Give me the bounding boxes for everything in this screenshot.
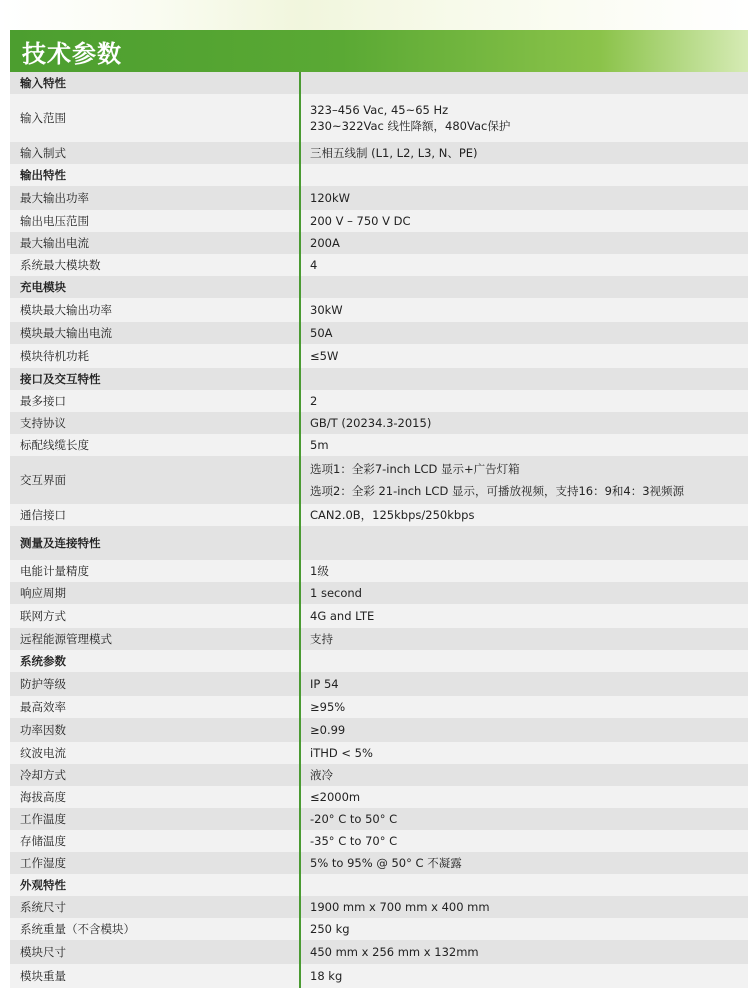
decorative-header: [0, 0, 754, 30]
section-title: 系统参数: [20, 654, 66, 668]
spec-label: 标配线缆长度: [20, 438, 89, 452]
spec-value: 5m: [310, 438, 329, 452]
spec-label: 防护等级: [20, 677, 66, 691]
spec-label: 远程能源管理模式: [20, 632, 112, 646]
spec-value-cell: [299, 628, 748, 650]
spec-value: 4: [310, 258, 318, 272]
spec-value: -20° C to 50° C: [310, 812, 398, 826]
spec-label: 纹波电流: [20, 746, 66, 760]
spec-label: 最大输出功率: [20, 191, 89, 205]
spec-value: 30kW: [310, 303, 343, 317]
section-title: 外观特性: [20, 878, 66, 892]
table-row: [10, 210, 748, 232]
spec-label: 系统重量（不含模块）: [20, 922, 135, 936]
table-row: [10, 254, 748, 276]
spec-label: 支持协议: [20, 416, 66, 430]
spec-label: 最多接口: [20, 394, 66, 408]
spec-value-cell: [299, 390, 748, 412]
spec-value-cell: [299, 276, 748, 298]
spec-label: 工作温度: [20, 812, 66, 826]
spec-value: 1900 mm x 700 mm x 400 mm: [310, 900, 490, 914]
spec-value-cell: [299, 940, 748, 964]
spec-value: CAN2.0B，125kbps/250kbps: [310, 508, 475, 522]
table-row: [10, 808, 748, 830]
spec-value-cell: [299, 94, 748, 142]
spec-value-cell: [299, 830, 748, 852]
spec-value: 三相五线制 (L1, L2, L3, N、PE): [310, 146, 478, 160]
table-row: [10, 742, 748, 764]
spec-value-cell: [299, 142, 748, 164]
spec-value-cell: [299, 72, 748, 94]
spec-value: 1 second: [310, 586, 362, 600]
spec-value: 选项1：全彩7-inch LCD 显示+广告灯箱: [310, 462, 520, 476]
spec-label: 最高效率: [20, 700, 66, 714]
table-row: [10, 94, 748, 142]
section-header-row: [10, 72, 748, 94]
spec-value: IP 54: [310, 677, 339, 691]
table-row: [10, 672, 748, 696]
spec-value-cell: [299, 254, 748, 276]
table-row: [10, 504, 748, 526]
spec-label: 通信接口: [20, 508, 66, 522]
spec-value-cell: [299, 456, 748, 504]
spec-value-cell: [299, 298, 748, 322]
table-row: [10, 186, 748, 210]
spec-label: 输入范围: [20, 111, 66, 125]
table-row: [10, 434, 748, 456]
table-row: [10, 604, 748, 628]
spec-value: 5% to 95% @ 50° C 不凝露: [310, 856, 462, 870]
spec-label: 海拔高度: [20, 790, 66, 804]
spec-value-cell: [299, 786, 748, 808]
table-row: [10, 918, 748, 940]
spec-value: ≤5W: [310, 349, 339, 363]
spec-label: 模块最大输出电流: [20, 326, 112, 340]
table-row: [10, 786, 748, 808]
spec-value-cell: [299, 918, 748, 940]
spec-value: 120kW: [310, 191, 350, 205]
spec-label: 模块最大输出功率: [20, 303, 112, 317]
spec-value: 2: [310, 394, 318, 408]
spec-label: 模块待机功耗: [20, 349, 89, 363]
spec-value: 323–456 Vac, 45~65 Hz: [310, 103, 449, 117]
table-row: [10, 852, 748, 874]
spec-table: [10, 72, 748, 988]
spec-value-cell: [299, 874, 748, 896]
table-row: [10, 964, 748, 988]
spec-value-cell: [299, 210, 748, 232]
table-row: [10, 718, 748, 742]
section-title: 输出特性: [20, 168, 66, 182]
spec-label: 冷却方式: [20, 768, 66, 782]
spec-value: 1级: [310, 564, 329, 578]
spec-value-cell: [299, 808, 748, 830]
section-header-row: [10, 650, 748, 672]
table-row: [10, 830, 748, 852]
spec-value-cell: [299, 504, 748, 526]
spec-value-cell: [299, 852, 748, 874]
section-title: 接口及交互特性: [20, 372, 101, 386]
spec-value-cell: [299, 526, 748, 560]
spec-label: 模块尺寸: [20, 945, 66, 959]
spec-value-cell: [299, 164, 748, 186]
table-row: [10, 560, 748, 582]
spec-value: 200A: [310, 236, 340, 250]
section-header-row: [10, 526, 748, 560]
table-row: [10, 696, 748, 718]
spec-label: 交互界面: [20, 473, 66, 487]
spec-label: 响应周期: [20, 586, 66, 600]
spec-value-cell: [299, 964, 748, 988]
spec-value: ≥0.99: [310, 723, 346, 737]
section-header-row: [10, 368, 748, 390]
section-header-row: [10, 164, 748, 186]
spec-value-cell: [299, 672, 748, 696]
spec-value: ≥95%: [310, 700, 346, 714]
section-title: 输入特性: [20, 76, 66, 90]
spec-value-cell: [299, 434, 748, 456]
spec-value-cell: [299, 412, 748, 434]
spec-value-cell: [299, 696, 748, 718]
spec-value-cell: [299, 322, 748, 344]
spec-value-cell: [299, 582, 748, 604]
spec-label: 电能计量精度: [20, 564, 89, 578]
table-row: [10, 298, 748, 322]
spec-value: 450 mm x 256 mm x 132mm: [310, 945, 479, 959]
table-row: [10, 232, 748, 254]
spec-value-cell: [299, 186, 748, 210]
spec-value-cell: [299, 560, 748, 582]
title-banner: [10, 30, 748, 72]
spec-label: 输出电压范围: [20, 214, 89, 228]
spec-value-cell: [299, 232, 748, 254]
table-row: [10, 142, 748, 164]
table-row: [10, 582, 748, 604]
table-row: [10, 896, 748, 918]
spec-value-cell: [299, 896, 748, 918]
spec-value: 选项2：全彩 21-inch LCD 显示，可播放视频，支持16：9和4：3视频源: [310, 484, 685, 498]
spec-label: 系统最大模块数: [20, 258, 101, 272]
spec-label: 功率因数: [20, 723, 66, 737]
spec-label: 最大输出电流: [20, 236, 89, 250]
spec-label: 输入制式: [20, 146, 66, 160]
spec-value: 250 kg: [310, 922, 350, 936]
spec-value: GB/T (20234.3-2015): [310, 416, 432, 430]
spec-value: 18 kg: [310, 969, 343, 983]
spec-value: 230~322Vac 线性降额，480Vac保护: [310, 119, 511, 133]
spec-value: 50A: [310, 326, 333, 340]
spec-label: 工作湿度: [20, 856, 66, 870]
table-row: [10, 940, 748, 964]
spec-value: 4G and LTE: [310, 609, 375, 623]
spec-value-cell: [299, 718, 748, 742]
table-row: [10, 764, 748, 786]
spec-value-cell: [299, 650, 748, 672]
spec-value-cell: [299, 742, 748, 764]
spec-value: 200 V – 750 V DC: [310, 214, 411, 228]
spec-value-cell: [299, 344, 748, 368]
spec-value: ≤2000m: [310, 790, 361, 804]
spec-value: 液冷: [310, 768, 333, 782]
section-header-row: [10, 874, 748, 896]
spec-label: 存储温度: [20, 834, 66, 848]
spec-value: -35° C to 70° C: [310, 834, 398, 848]
section-title: 充电模块: [20, 280, 66, 294]
spec-value-cell: [299, 368, 748, 390]
spec-value: 支持: [310, 632, 333, 646]
spec-label: 模块重量: [20, 969, 66, 983]
spec-label: 系统尺寸: [20, 900, 66, 914]
table-row: [10, 456, 748, 504]
table-row: [10, 344, 748, 368]
table-row: [10, 390, 748, 412]
table-row: [10, 412, 748, 434]
page-title: 技术参数: [22, 39, 122, 68]
spec-value-cell: [299, 764, 748, 786]
spec-value: iTHD < 5%: [310, 746, 373, 760]
section-title: 测量及连接特性: [20, 536, 101, 550]
table-row: [10, 322, 748, 344]
spec-value-cell: [299, 604, 748, 628]
section-header-row: [10, 276, 748, 298]
table-row: [10, 628, 748, 650]
spec-label: 联网方式: [20, 609, 66, 623]
